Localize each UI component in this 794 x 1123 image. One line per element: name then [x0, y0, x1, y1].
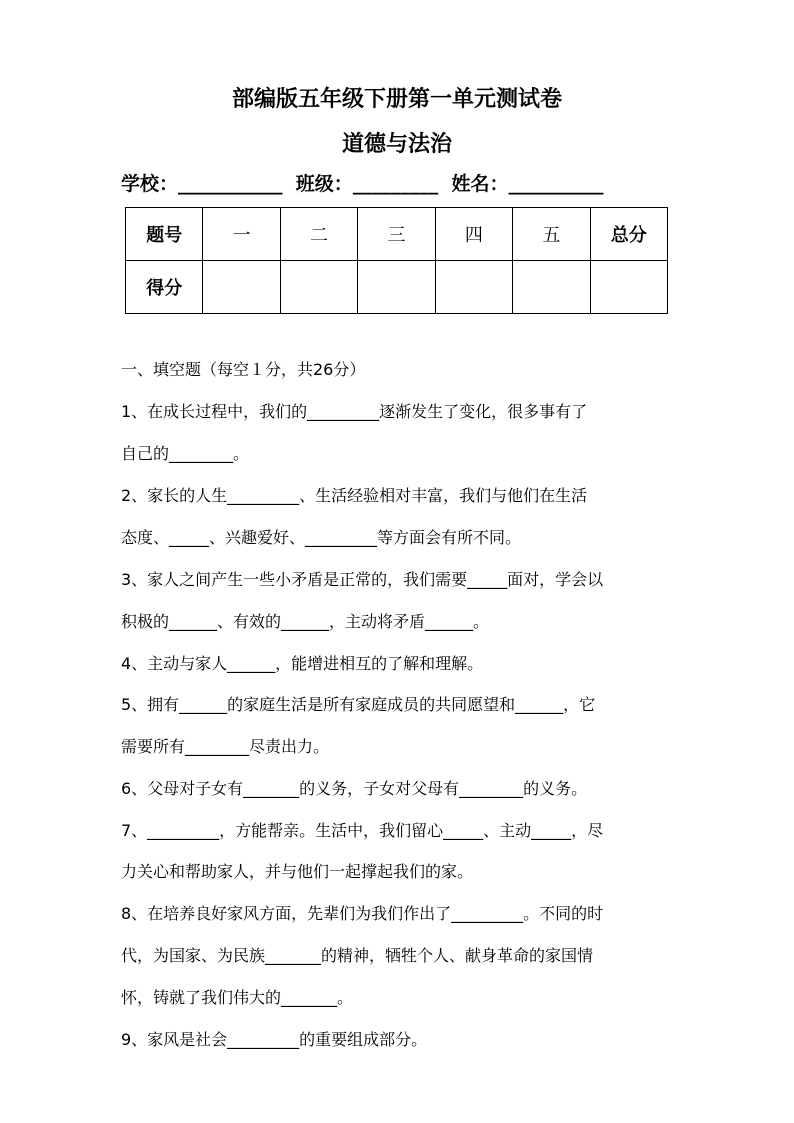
question-line: 需要所有________尽责出力。	[121, 737, 330, 756]
question-line: 怀，铸就了我们伟大的_______。	[121, 988, 354, 1007]
question-line: 态度、_____、兴趣爱好、_________等方面会有所不同。	[121, 528, 522, 547]
table-cell: 四	[435, 208, 512, 261]
page-title: 部编版五年级下册第一单元测试卷	[231, 86, 562, 112]
score-cell	[590, 261, 667, 314]
table-cell: 三	[358, 208, 435, 261]
table-cell: 五	[513, 208, 590, 261]
question-line: 力关心和帮助家人，并与他们一起撑起我们的家。	[121, 862, 474, 881]
score-table-header-row	[126, 208, 668, 261]
score-cell	[203, 261, 280, 314]
score-cell	[435, 261, 512, 314]
question-line: 代，为国家、为民族_______的精神，牺牲个人、献身革命的家国情	[121, 946, 594, 965]
score-cell	[513, 261, 590, 314]
table-cell: 一	[203, 208, 280, 261]
score-table	[125, 207, 668, 314]
table-cell: 总分	[590, 208, 667, 261]
table-cell: 二	[280, 208, 357, 261]
question-line: 5、拥有______的家庭生活是所有家庭成员的共同愿望和______，它	[121, 695, 596, 714]
question-line: 6、父母对子女有_______的义务，子女对父母有________的义务。	[121, 779, 588, 798]
question-line: 2、家长的人生_________、生活经验相对丰富，我们与他们在生活	[121, 486, 588, 505]
score-cell	[280, 261, 357, 314]
student-info-line: 学校：___________ 班级：_________ 姓名：__________	[121, 173, 604, 195]
question-line: 8、在培养良好家风方面，先辈们为我们作出了_________。不同的时	[121, 904, 604, 923]
question-line: 9、家风是社会_________的重要组成部分。	[121, 1030, 428, 1049]
score-table-score-row	[126, 261, 668, 314]
table-cell: 得分	[126, 261, 203, 314]
score-cell	[358, 261, 435, 314]
question-line: 积极的______、有效的______，主动将矛盾______。	[121, 612, 490, 631]
question-line: 自己的________。	[121, 444, 250, 463]
question-line: 4、主动与家人______，能增进相互的了解和理解。	[121, 654, 484, 673]
question-line: 1、在成长过程中，我们的_________逐渐发生了变化，很多事有了	[121, 402, 588, 421]
question-line: 7、_________，方能帮亲。生活中，我们留心_____、主动_____，尽	[121, 821, 604, 840]
question-line: 3、家人之间产生一些小矛盾是正常的，我们需要_____面对，学会以	[121, 570, 604, 589]
section-heading: 一、填空题（每空１分，共26分）	[121, 360, 366, 379]
table-cell: 题号	[126, 208, 203, 261]
page-subtitle: 道德与法治	[341, 131, 452, 157]
